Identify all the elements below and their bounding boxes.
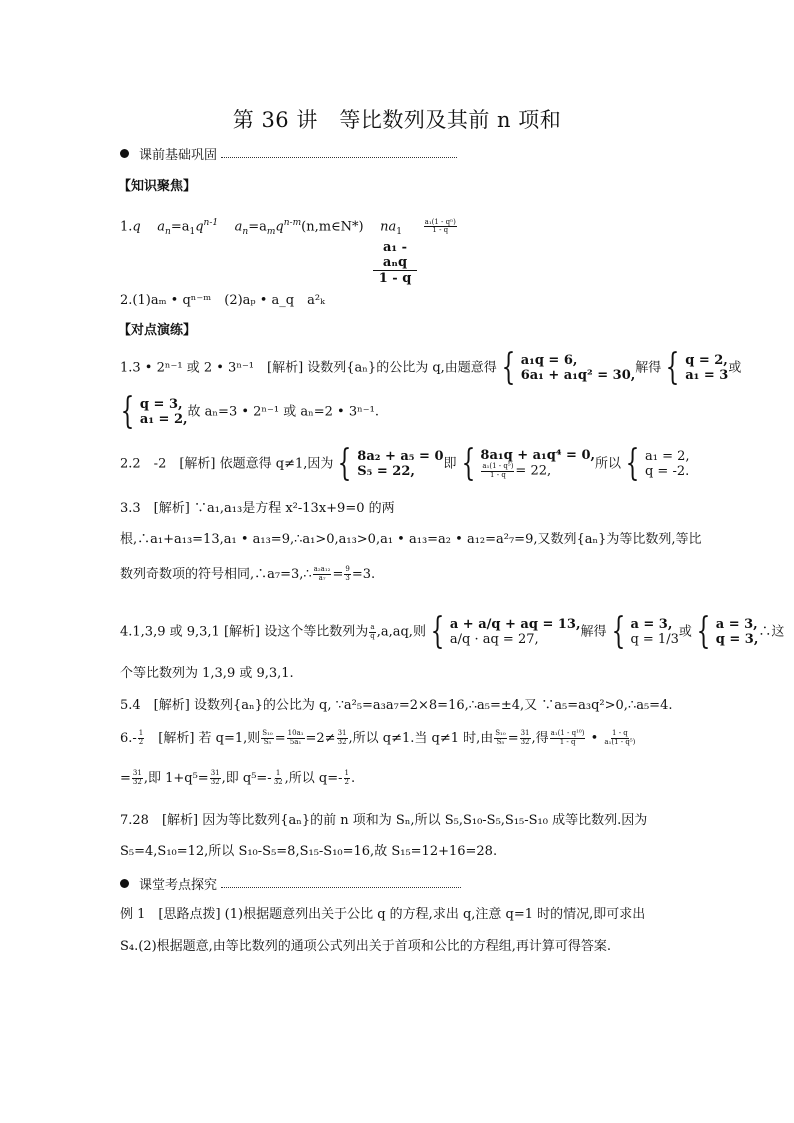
- bullet-icon: [120, 879, 129, 888]
- practice-6-line-2: = $\frac{31}{32}$ ,即 1+q⁵= $\frac{31}{32}$ ,即 q⁵=- $\frac{1}{32}$ ,所以 q=- $\frac{1}{2}$ .: [120, 769, 356, 786]
- practice-4-line-2: 个等比数列为 1,3,9 或 9,3,1.: [120, 666, 294, 681]
- practice-4-line-1: 4.1,3,9 或 9,3,1 [解析] 设这个等比数列为 $\frac{a}{q}$ ,a,aq,则 { a + a/q + aq = 13, a/q · aq = 27, 解得 { a = 3, q = 1/3 或 { a = 3, q = 3, ∴这: [120, 611, 785, 652]
- subhead-knowledge: 【知识聚焦】: [118, 179, 197, 194]
- fraction-sum-formula-2: a₁ - aₙq 1 - q: [373, 240, 417, 286]
- practice-2: 2.2 -2 [解析] 依题意得 q≠1,因为 { 8a₂ + a₅ = 0 S₅ = 22, 即 { 8a₁q + a₁q⁴ = 0, $\frac{\text{a₁(1 - q⁵)}}{1 - q}$ = 22, 所以 { a₁ = 2, q = -2.: [120, 443, 690, 484]
- practice-1-line-2: { q = 3, a₁ = 2, 故 aₙ=3 • 2ⁿ⁻¹ 或 aₙ=2 • 3ⁿ⁻¹.: [120, 391, 379, 432]
- dotted-rule: [221, 149, 457, 158]
- section-title: 课堂考点探究: [139, 878, 218, 893]
- practice-1-line-1: 1.3 • 2ⁿ⁻¹ 或 2 • 3ⁿ⁻¹ [解析] 设数列{aₙ}的公比为 q,由题意得 { a₁q = 6, 6a₁ + a₁q² = 30, 解得 { q = 2, a₁ = 3 或: [120, 347, 742, 388]
- page-title: 第 36 讲 等比数列及其前 n 项和: [232, 108, 562, 132]
- dotted-rule: [221, 879, 461, 888]
- section-header-pre: [120, 144, 457, 163]
- knowledge-item-1: 1.q $a_n=a_1q^{n-1}$ $a_n=a_mq^{n-m}(n,m\in N*)$ $na_1$ $\frac{\text{a₁(1 - qⁿ)}}{1 - q}$: [120, 217, 456, 237]
- bullet-icon: [120, 149, 129, 158]
- practice-3-line-1: 3.3 [解析] ∵a₁,a₁₃是方程 x²-13x+9=0 的两: [120, 501, 395, 516]
- example-1-line-1: 例 1 [思路点拨] (1)根据题意列出关于公比 q 的方程,求出 q,注意 q=1 时的情况,即可求出: [120, 907, 646, 922]
- practice-3-line-3: 数列奇数项的符号相同,∴a₇=3,∴ $\frac{\text{a₂a₁₂}}{\text{a₇}}$ = $\frac{9}{3}$ =3.: [120, 565, 376, 582]
- fraction-sum-formula-1: $\frac{\text{a₁(1 - qⁿ)}}{1 - q}$: [424, 217, 456, 235]
- section-title: 课前基础巩固: [139, 148, 218, 163]
- practice-7-line-2: S₅=4,S₁₀=12,所以 S₁₀-S₅=8,S₁₅-S₁₀=16,故 S₁₅=12+16=28.: [120, 844, 498, 859]
- practice-7-line-1: 7.28 [解析] 因为等比数列{aₙ}的前 n 项和为 Sₙ,所以 S₅,S₁₀-S₅,S₁₅-S₁₀ 成等比数列.因为: [120, 813, 648, 828]
- knowledge-item-2: 2.(1)aₘ • qⁿ⁻ᵐ (2)aₚ • a_q a²ₖ: [120, 293, 325, 308]
- example-1-line-2: S₄.(2)根据题意,由等比数列的通项公式列出关于首项和公比的方程组,再计算可得答案.: [120, 939, 612, 954]
- section-header-class: [120, 874, 461, 893]
- practice-3-line-2: 根,∴a₁+a₁₃=13,a₁ • a₁₃=9,∴a₁>0,a₁₃>0,a₁ • a₁₃=a₂ • a₁₂=a²₇=9,又数列{aₙ}为等比数列,等比: [120, 532, 702, 547]
- practice-5: 5.4 [解析] 设数列{aₙ}的公比为 q, ∵a²₅=a₃a₇=2×8=16,∴a₅=±4,又 ∵a₅=a₃q²>0,∴a₅=4.: [120, 698, 673, 713]
- subhead-practice: 【对点演练】: [118, 323, 197, 338]
- practice-6-line-1: 6.- $\frac{1}{2}$ [解析] 若 q=1,则 $\frac{\text{S₁₀}}{\text{S₅}}$ = $\frac{\text{10a₁}}{\text{5a₁}}$ =2≠ $\frac{31}{32}$ ,所以 q≠1.当 q≠1 时,由 $\frac{\text{S₁₀}}{\text{S₅}}$ = $\frac{31}{32}$ ,得 $\frac{\text{a₁(1 - q¹⁰)}}{1 - q}$ • $\frac{1 - q}{\text{a₁(1 - q⁵)}}$: [120, 729, 636, 746]
